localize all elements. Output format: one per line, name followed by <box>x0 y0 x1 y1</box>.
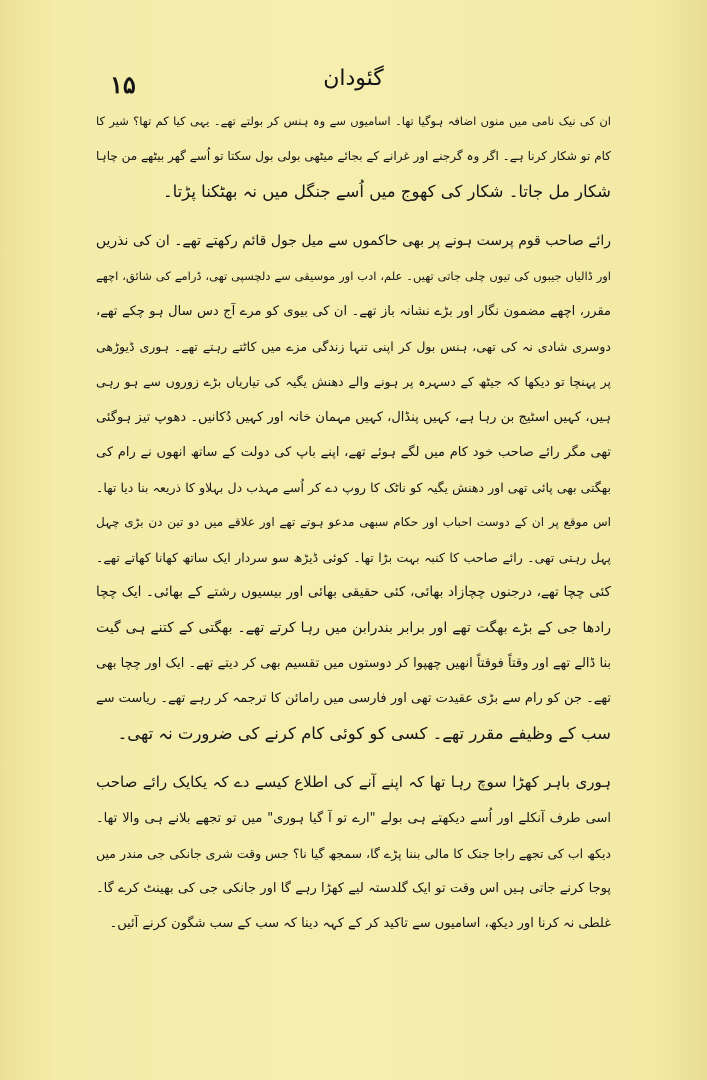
text-line: رادھا جی کے بڑے بھگت تھے اور برابر بندرابن میں رہا کرتے تھے۔ بھگتی کے کتنے ہی گیت <box>96 619 611 636</box>
text-line: اس موقع پر ان کے دوست احباب اور حکام سبھی مدعو ہوتے تھے اور علاقے میں دو تین دن بڑی چہل <box>96 515 611 530</box>
paragraph-2 <box>96 224 611 752</box>
paragraph-gap <box>96 751 611 765</box>
paragraph-3 <box>96 765 611 941</box>
text-line: رائے صاحب قوم پرست ہونے پر بھی حاکموں سے میل جول قائم رکھتے تھے۔ ان کی نذریں <box>96 232 611 249</box>
text-line: شکار مل جاتا۔ شکار کی کھوج میں اُسے جنگل میں نہ بھٹکنا پڑتا۔ <box>162 182 611 202</box>
text-line: بھگتی بھی پائی تھی اور دھنش یگیہ کو ناٹک کا روپ دے کر اُسے مہذب دل بہلاو کا ذریعہ بنا دیا تھا۔ <box>96 479 611 495</box>
body-text <box>96 104 611 941</box>
text-line: کام تو شکار کرنا ہے۔ اگر وہ گرجنے اور غرانے کے بجائے میٹھی بولی بول سکتا تو اُسے گھر بیٹھے من چاہا <box>96 149 611 164</box>
running-title: گئودان <box>323 66 384 91</box>
text-line: ہوری باہر کھڑا سوچ رہا تھا کہ اپنے آنے کی اطلاع کیسے دے کہ یکایک رائے صاحب <box>96 773 611 792</box>
text-line: غلطی نہ کرنا اور دیکھ، اسامیوں سے تاکید کر کے کہہ دینا کہ سب کے سب شگون کرنے آئیں۔ <box>109 916 611 932</box>
text-line: پہل رہتی تھی۔ رائے صاحب کا کنبہ بہت بڑا تھا۔ کوئی ڈیڑھ سو سردار ایک ساتھ کھانا کھاتے تھے۔ <box>96 550 611 566</box>
paragraph-1 <box>96 104 611 210</box>
text-line: پر پہنچا تو دیکھا کہ جیٹھ کے دسہرہ پر ہونے والے دھنش یگیہ کی تیاریاں بڑے زوروں سے ہو رہی <box>96 374 611 390</box>
text-line: دوسری شادی نہ کی تھی، ہنس بول کر اپنی تنہا زندگی مزے میں کاٹتے رہتے تھے۔ ہوری ڈیوڑھی <box>96 339 611 355</box>
text-line: اور ڈالیاں جیبوں کی تیوں چلی جاتی تھیں۔ علم، ادب اور موسیقی سے دلچسپی تھی، ڈرامے کی شائق، اچھے <box>96 268 611 283</box>
text-line: تھی مگر رائے صاحب خود کام میں لگے ہوئے تھے، اپنے باپ کی دولت کے ساتھ انھوں نے رام کی <box>96 444 611 460</box>
page-number: ۱۵ <box>110 70 136 99</box>
text-line: بنا ڈالے تھے اور وقتاً فوقتاً انھیں چھپوا کر دوستوں میں تقسیم بھی کر دیتے تھے۔ ایک اور چچا بھی <box>96 655 611 671</box>
text-line: تھے۔ جن کو رام سے بڑی عقیدت تھی اور فارسی میں رامائن کا ترجمہ کر رہے تھے۔ ریاست سے <box>96 691 611 706</box>
text-line: سب کے وظیفے مقرر تھے۔ کسی کو کوئی کام کرنے کی ضرورت نہ تھی۔ <box>117 724 611 744</box>
text-line: دیکھ اب کی تجھے راجا جنک کا مالی بننا پڑے گا، سمجھ گیا نا؟ جس وقت شری جانکی جی مندر میں <box>96 845 611 861</box>
paragraph-gap <box>96 210 611 224</box>
text-line: ہیں، کہیں اسٹیج بن رہا ہے، کہیں پنڈال، کہیں مہمان خانہ اور کہیں دُکانیں۔ دھوپ تیز ہوگئی <box>96 409 611 425</box>
page-header <box>110 62 597 102</box>
text-line: مقرر، اچھے مضمون نگار اور بڑے نشانہ باز تھے۔ ان کی بیوی کو مرے آج دس سال ہو چکے تھے، <box>96 303 611 319</box>
text-line: اسی طرف آنکلے اور اُسے دیکھتے ہی بولے "ارے تو آ گیا ہوری" میں تو تجھے بلانے ہی والا تھا۔ <box>96 810 611 826</box>
text-line: ان کی نیک نامی میں منوں اضافہ ہوگیا تھا۔ اسامیوں سے وہ ہنس کر بولتے تھے۔ یہی کیا کم تھا؟ شیر کا <box>96 114 611 128</box>
text-line: کئی چچا تھے، درجنوں چچازاد بھائی، کئی حقیقی بھائی اور بیسیوں رشتے کے بھائی۔ ایک چچا <box>96 584 611 601</box>
text-line: پوجا کرنے جاتی ہیں اس وقت تو ایک گلدستہ لیے کھڑا رہے گا اور جانکی جی کی بھینٹ کرے گا۔ <box>96 880 611 896</box>
